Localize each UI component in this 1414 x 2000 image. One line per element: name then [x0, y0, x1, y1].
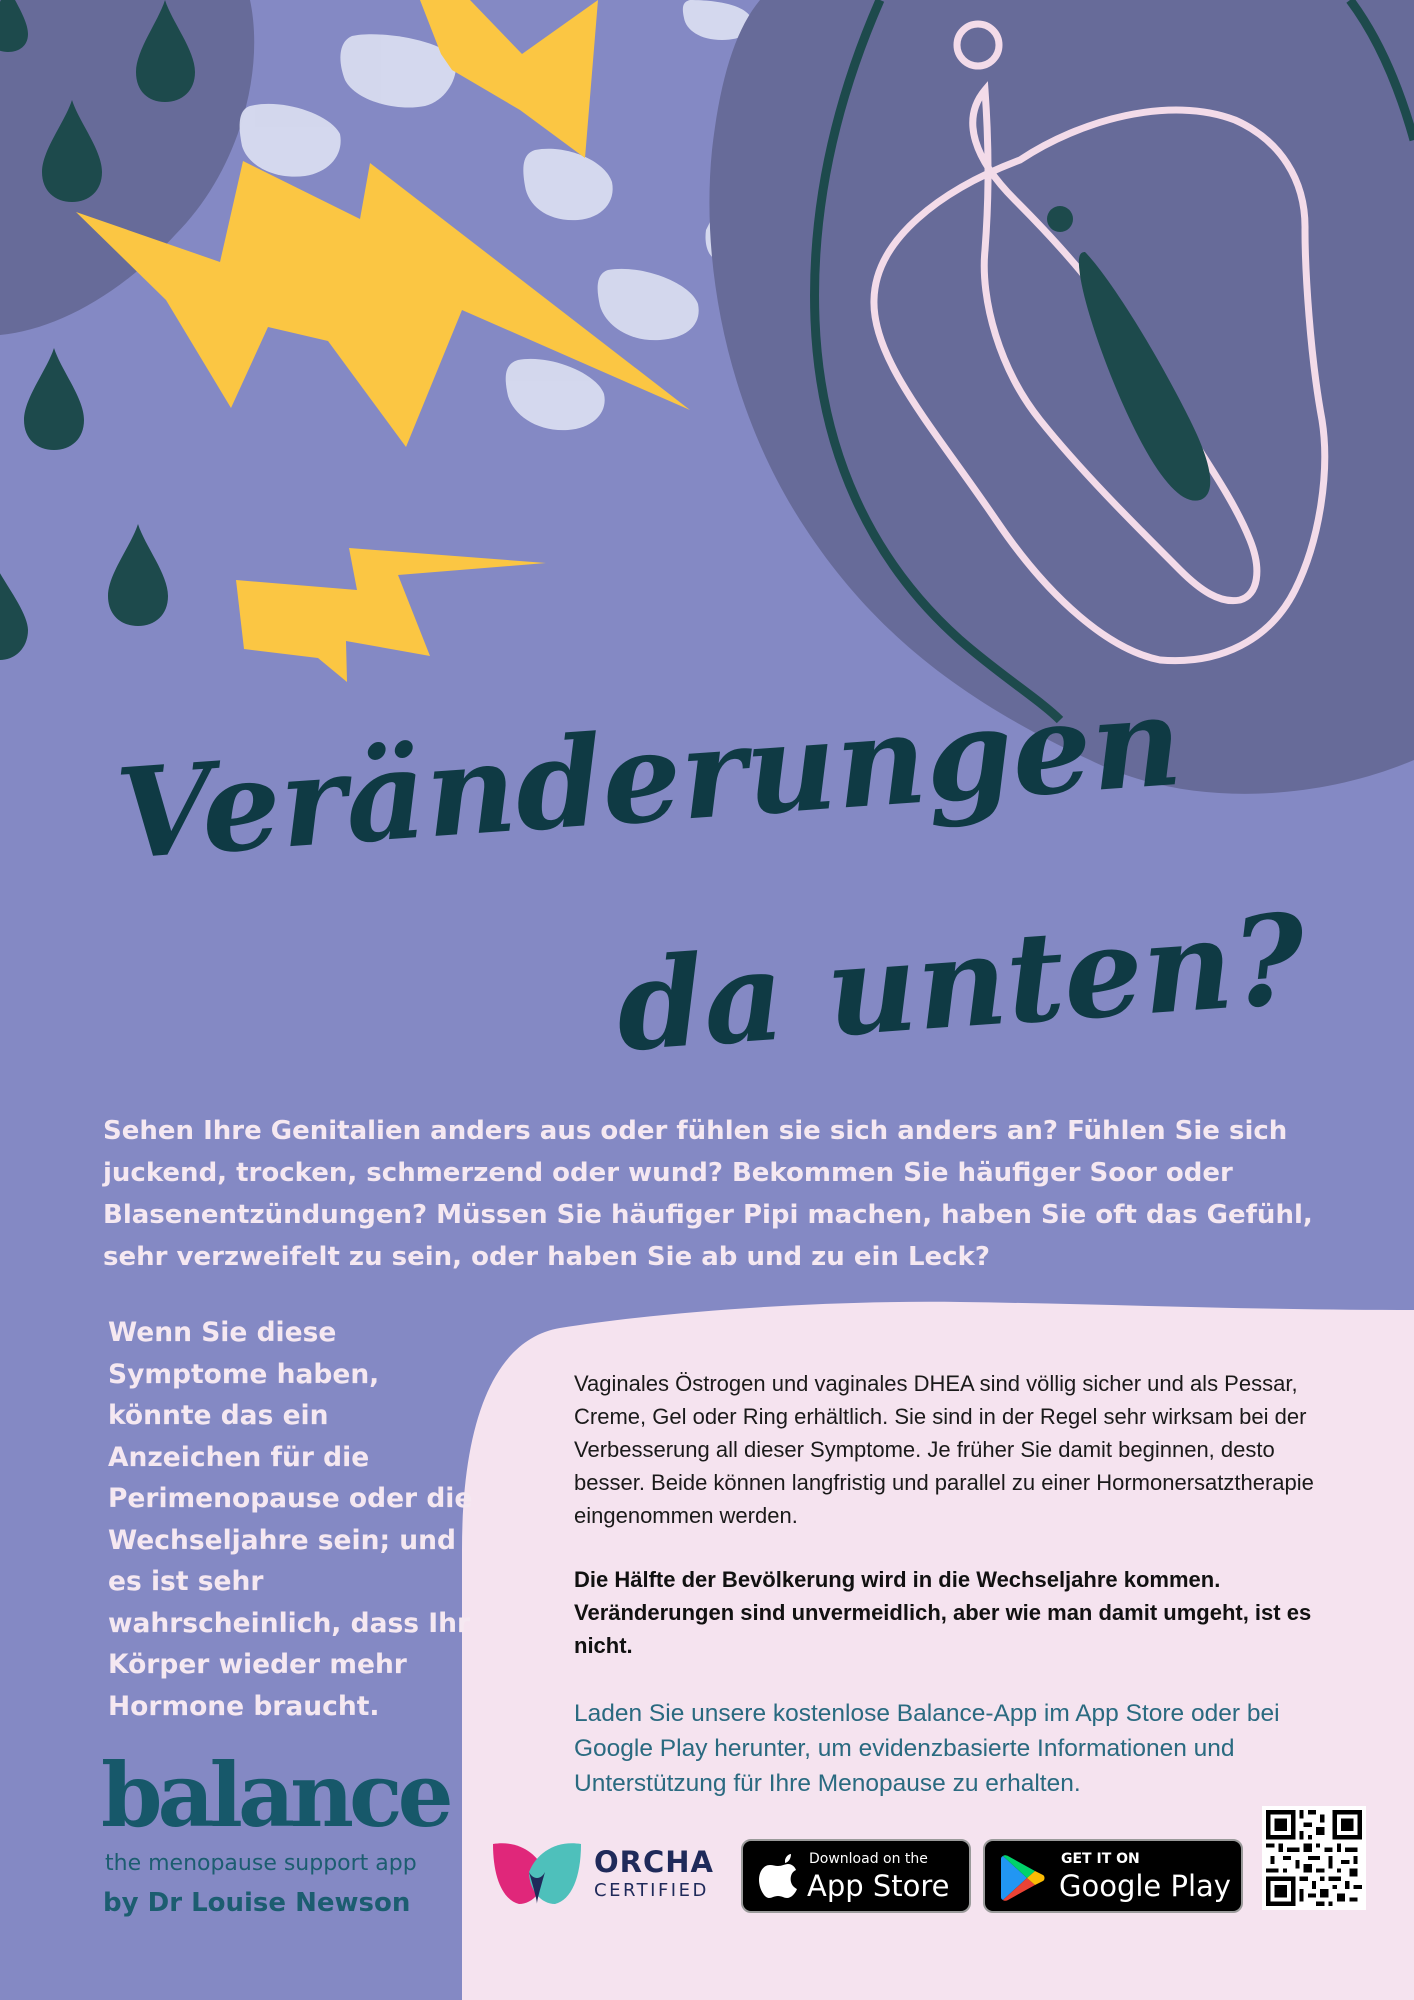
symptoms-note: Wenn Sie diese Symptome haben, könnte das ein Anzeichen für die Perimenopause oder die Wechseljahre sein; und es ist sehr wahrscheinlich, dass Ihr Körper wieder mehr Hormone braucht. [108, 1317, 473, 1722]
app-store-small-text: Download on the [809, 1851, 928, 1867]
app-store-label: App Store [807, 1869, 950, 1903]
google-play-label: Google Play [1059, 1869, 1231, 1903]
apple-icon [759, 1854, 797, 1898]
google-play-icon [1001, 1854, 1045, 1902]
brand-byline: by Dr Louise Newson [103, 1888, 411, 1918]
google-play-small-text: GET IT ON [1061, 1851, 1140, 1867]
app-store-badge[interactable] [741, 1839, 971, 1913]
orcha-name: ORCHA [594, 1845, 714, 1879]
orcha-certified: CERTIFIED [594, 1880, 709, 1901]
download-paragraph: Laden Sie unsere kostenlose Balance-App im App Store oder bei Google Play herunter, um evidenzbasierte Informationen und Unterstützung für Ihre Menopause zu erhalten. [574, 1700, 1280, 1797]
emphasis-paragraph: Die Hälfte der Bevölkerung wird in die Wechseljahre kommen. Veränderungen sind unvermeidlich, aber wie man damit umgeht, ist es nicht. [574, 1567, 1312, 1658]
qr-code [1262, 1806, 1366, 1910]
intro-paragraph: Sehen Ihre Genitalien anders aus oder fühlen sie sich anders an? Fühlen Sie sich juckend, trocken, schmerzend oder wund? Bekommen Sie häufiger Soor oder Blasenentzündungen? Müssen Sie häufiger Pipi machen, haben Sie oft das Gefühl, sehr verzweifelt zu sein, oder haben Sie ab und zu ein Leck? [103, 1116, 1313, 1272]
google-play-badge[interactable] [983, 1839, 1243, 1913]
headline-line-1: Veränderungen [111, 668, 1187, 888]
treatment-paragraph: Vaginales Östrogen und vaginales DHEA sind völlig sicher und als Pessar, Creme, Gel oder Ring erhältlich. Sie sind in der Regel sehr wirksam bei der Verbesserung all dieser Symptome. Je früher Sie damit beginnen, desto besser. Beide können langfristig und parallel zu einer Hormonersatztherapie eingenommen werden. [574, 1371, 1314, 1528]
headline-line-2: da unten? [611, 887, 1310, 1080]
balance-logo: balance [101, 1743, 449, 1847]
brand-tagline: the menopause support app [105, 1851, 417, 1876]
